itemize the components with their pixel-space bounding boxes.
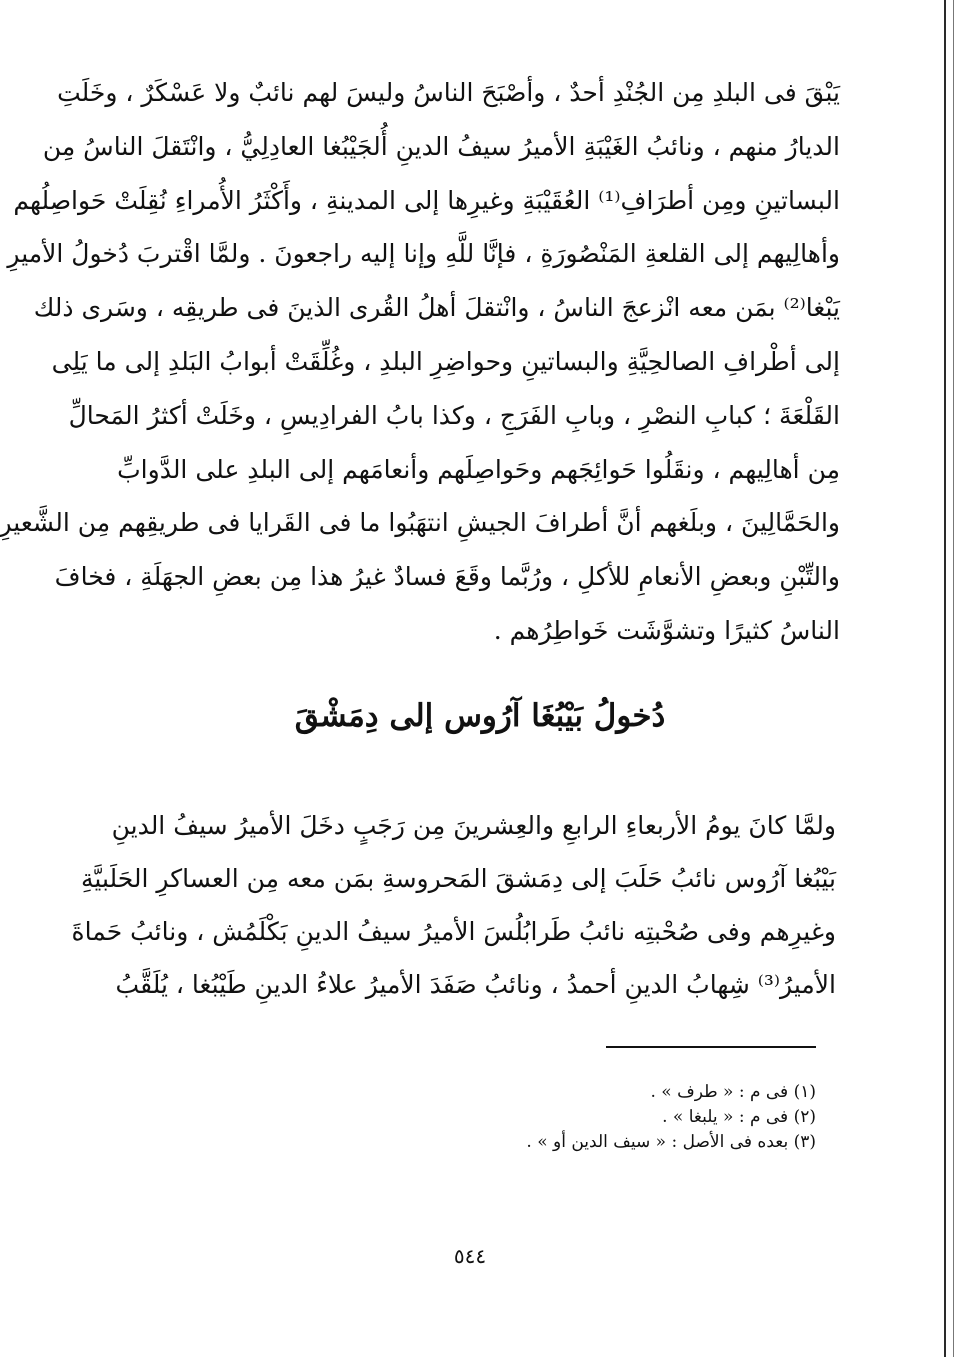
- text-line: القَلْعَةَ ؛ كبابِ النصْرِ ، وبابِ الفَرَجِ ، وكذا بابُ الفرادِيسِ ، وخَلَتْ أكثرُ المَحالِّ: [68, 400, 840, 430]
- footnotes: [380, 1080, 816, 1155]
- paragraph-continued: [0, 66, 840, 658]
- text-line: يَبْقَ فى البلدِ مِن الجُنْدِ أحدٌ ، وأصْبَحَ الناسُ وليسَ لهم نائبٌ ولا عَسْكَرٌ ، وخَلَتِ: [57, 78, 840, 107]
- section-paragraph: [71, 799, 836, 1011]
- text-line: الأميرُ⁽³⁾ شِهابُ الدينِ أحمدُ ، ونائبُ صَفَدَ الأميرُ علاءُ الدينِ طَيْبُغا ، يُلَقَّبُ: [115, 970, 836, 999]
- text-line: وأهالِيهم إلى القلعةِ المَنْصُورَةِ ، فإنَّا للَّهِ وإنا إليه راجعونَ . ولمَّا اقْتربَ دُخولُ الأميرِ: [7, 239, 840, 269]
- footnote: (٢) فى م : « يلبغا » .: [662, 1107, 816, 1127]
- footnote: (٣) بعده فى الأصل : « سيف الدين أو » .: [526, 1132, 816, 1152]
- page-number: ٥٤٤: [453, 1244, 487, 1268]
- text-line: والحَمَّالِينَ ، وبلَغهم أنَّ أطرافَ الجيشِ انتهَبُوا ما فى القَرايا فى طريقِهم مِن الشَّعيرِ: [0, 508, 840, 538]
- text-line: مِن أهالِيهم ، ونقَلُوا حَوائِجَهم وحَواصِلَهم وأنعامَهم إلى البلدِ على الدَّوابِّ: [117, 454, 840, 484]
- text-line: الناسُ كثيرًا وتشوَّشَت خَواطِرُهم .: [493, 615, 840, 645]
- section-heading: دُخولُ بَيْبُغَا آرُوس إلى دِمَشْقَ: [294, 698, 666, 734]
- text-line: ولمَّا كانَ يومُ الأربعاءِ الرابعِ والعِشرينَ مِن رَجَبٍ دخَلَ الأميرُ سيفُ الدينِ: [111, 811, 836, 840]
- text-line: يَبْغا⁽²⁾ بمَن معه انْزعجَ الناسُ ، وانْتقلَ أهلُ القُرى الذينَ فى طريقِه ، وسَرى ذلك: [33, 293, 840, 323]
- text-line: وغيرِهم وفى صُحْبتِه نائبُ طَرابُلُسَ الأميرُ سيفُ الدينِ بَكْلَمُش ، ونائبُ حَماةَ: [71, 917, 836, 946]
- footnote: (١) فى م : « طرف » .: [650, 1082, 816, 1102]
- text-line: بَيْبُغا آرُوس نائبُ حَلَبَ إلى دِمَشقَ المَحروسةِ بمَن معه مِن العساكرِ الحَلَبيَّةِ: [81, 864, 836, 893]
- text-line: البساتينِ ومِن أطرَافِ⁽¹⁾ العُقَيْبَةِ وغيرِها إلى المدينةِ ، وأَكْثَرُ الأُمراءِ نُقِلَتْ حَواصِلُهم: [13, 185, 840, 215]
- footnote-separator: [606, 1046, 816, 1048]
- scan-edge-line: [944, 0, 946, 1357]
- scan-edge-line-secondary: [953, 0, 954, 1357]
- text-line: إلى أطْرافِ الصالحِيَّةِ والبساتينِ وحواضِرِ البلدِ ، وغُلِّقَتْ أبوابُ البَلدِ إلى ما يَلِى: [51, 346, 840, 376]
- text-line: والتِّبْنِ وبعضِ الأنعامِ للأكلِ ، ورُبَّما وقَعَ فسادٌ غيرُ هذا مِن بعضِ الجهَلَةِ ، فخافَ: [54, 562, 840, 592]
- text-line: الديارُ منهم ، ونائبُ الغَيْبَةِ الأميرُ سيفُ الدينِ أُلجَيْبُغا العادِلِيُّ ، وانْتَقلَ الناسُ مِن: [42, 131, 840, 161]
